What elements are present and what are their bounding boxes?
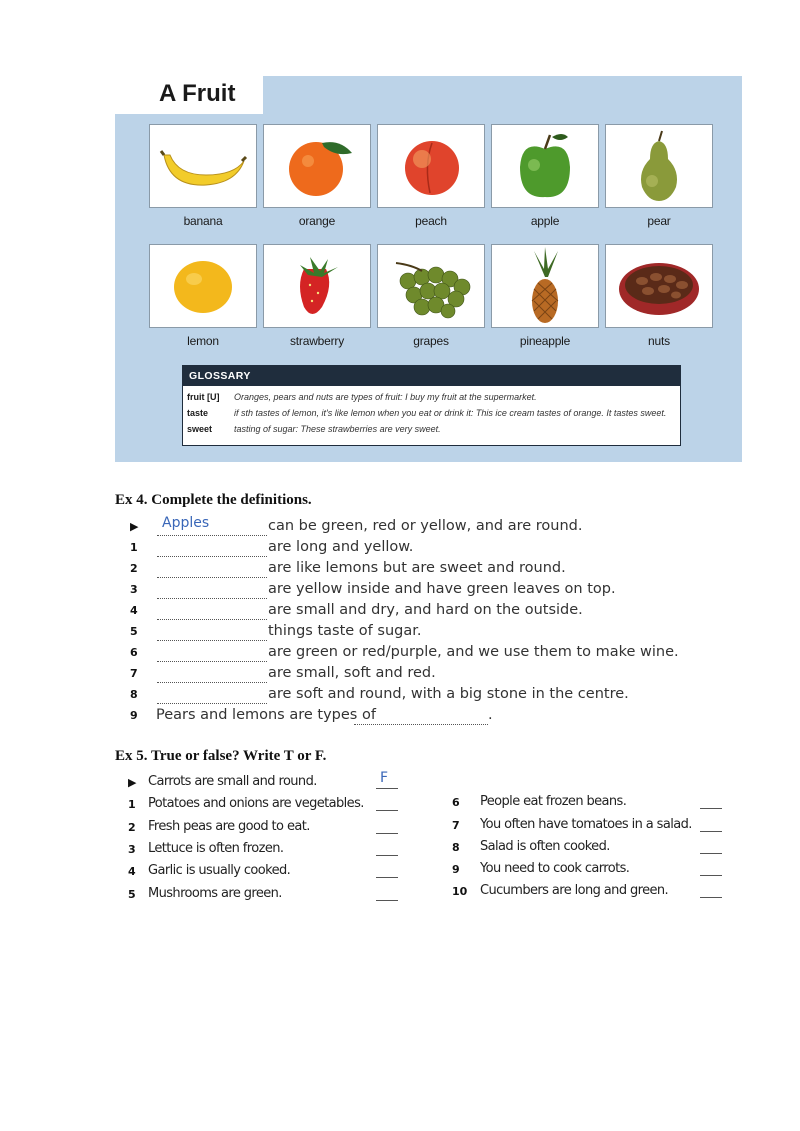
tf-statement: You often have tomatoes in a salad.: [480, 817, 692, 832]
tf-statement: Garlic is usually cooked.: [148, 863, 291, 878]
fruit-label: nuts: [648, 334, 670, 348]
item-number: 4: [128, 865, 136, 878]
fruit-label: pear: [647, 214, 671, 228]
ex5-title: Ex 5. True or false? Write T or F.: [115, 748, 327, 764]
strawberry-icon: [263, 244, 371, 328]
tf-answer-line[interactable]: [376, 833, 398, 834]
tf-answer-line[interactable]: [700, 897, 722, 898]
item-number: 6: [452, 796, 460, 809]
item-number: 8: [452, 841, 460, 854]
item-number: 1: [128, 798, 136, 811]
tf-item: [452, 794, 724, 814]
item-number: 10: [452, 885, 468, 898]
apple-icon: [491, 124, 599, 208]
fruit-card-orange: [263, 124, 371, 228]
tf-item: [128, 841, 408, 861]
fruit-vocabulary-panel: [115, 76, 742, 462]
tf-statement: People eat frozen beans.: [480, 794, 627, 809]
answer-blank[interactable]: [157, 665, 267, 683]
answer-blank[interactable]: [157, 686, 267, 704]
example-answer: Apples: [162, 515, 210, 531]
fruit-label: peach: [415, 214, 447, 228]
sentence-end: .: [488, 707, 493, 723]
fruit-label: orange: [298, 214, 336, 228]
definition-text: are like lemons but are sweet and round.: [268, 560, 566, 576]
item-number: 7: [452, 819, 460, 832]
tf-answer-line[interactable]: [700, 808, 722, 809]
definition-text: are green or red/purple, and we use them to make wine.: [268, 644, 679, 660]
fruit-label: pineapple: [519, 334, 571, 348]
tf-answer-line[interactable]: [700, 875, 722, 876]
tf-statement: Mushrooms are green.: [148, 886, 282, 901]
tf-item: [452, 839, 724, 859]
glossary-row: [183, 405, 680, 421]
answer-blank[interactable]: [157, 539, 267, 557]
definition-text: are small, soft and red.: [268, 665, 436, 681]
fruit-card-banana: [149, 124, 257, 228]
item-number: 7: [130, 667, 138, 680]
definition-text: are soft and round, with a big stone in the centre.: [268, 686, 629, 702]
item-number: 5: [130, 625, 138, 638]
item-number: 4: [130, 604, 138, 617]
glossary-box: [182, 365, 681, 446]
tf-answer-line[interactable]: [376, 788, 398, 789]
glossary-definition: if sth tastes of lemon, it's like lemon when you eat or drink it: This ice cream tastes of orange. It tastes sweet.: [234, 408, 667, 418]
peach-icon: [377, 124, 485, 208]
tf-statement: Potatoes and onions are vegetables.: [148, 796, 364, 811]
lemon-icon: [149, 244, 257, 328]
tf-statement: Salad is often cooked.: [480, 839, 610, 854]
glossary-row: [183, 421, 680, 437]
panel-title-box: [115, 76, 263, 114]
tf-item: [452, 817, 724, 837]
item-number: 1: [130, 541, 138, 554]
item-number: 9: [130, 709, 138, 722]
tf-answer-line[interactable]: [700, 831, 722, 832]
fruit-label: lemon: [187, 334, 219, 348]
tf-item: [452, 883, 724, 903]
glossary-heading: GLOSSARY: [183, 366, 680, 386]
item-number: 5: [128, 888, 136, 901]
item-number: 6: [130, 646, 138, 659]
answer-blank[interactable]: [157, 581, 267, 599]
tf-answer-line[interactable]: [376, 810, 398, 811]
tf-statement: You need to cook carrots.: [480, 861, 630, 876]
item-number: 3: [128, 843, 136, 856]
nuts-icon: [605, 244, 713, 328]
fruit-label: grapes: [413, 334, 449, 348]
pear-icon: [605, 124, 713, 208]
tf-item: [128, 863, 408, 883]
tf-statement: Cucumbers are long and green.: [480, 883, 669, 898]
definition-text: are small and dry, and hard on the outside.: [268, 602, 583, 618]
answer-blank[interactable]: [157, 623, 267, 641]
tf-answer-line[interactable]: [700, 853, 722, 854]
fruit-card-peach: [377, 124, 485, 228]
definition-text: things taste of sugar.: [268, 623, 422, 639]
tf-item: [128, 770, 408, 794]
tf-item: [128, 819, 408, 839]
glossary-definition: Oranges, pears and nuts are types of fruit: I buy my fruit at the supermarket.: [234, 392, 537, 402]
item-number: 8: [130, 688, 138, 701]
fruit-card-nuts: [605, 244, 713, 348]
fruit-label: apple: [530, 214, 560, 228]
tf-statement: Carrots are small and round.: [148, 774, 317, 789]
tf-answer-line[interactable]: [376, 877, 398, 878]
glossary-term: taste: [187, 408, 209, 418]
item-number: 2: [128, 821, 136, 834]
glossary-row: [183, 389, 680, 405]
item-number: 9: [452, 863, 460, 876]
fruit-label: banana: [183, 214, 223, 228]
ex4-title: Ex 4. Complete the definitions.: [115, 492, 312, 508]
fruit-card-pear: [605, 124, 713, 228]
fruit-card-strawberry: [263, 244, 371, 348]
tf-item: [128, 796, 408, 816]
banana-icon: [149, 124, 257, 208]
glossary-definition: tasting of sugar: These strawberries are very sweet.: [234, 424, 441, 434]
answer-blank[interactable]: [157, 644, 267, 662]
definition-text: are long and yellow.: [268, 539, 414, 555]
orange-icon: [263, 124, 371, 208]
example-arrow: ▶: [128, 776, 137, 789]
tf-answer-line[interactable]: [376, 900, 398, 901]
fruit-card-lemon: [149, 244, 257, 348]
tf-example-answer: F: [380, 770, 389, 786]
panel-title: A Fruit: [159, 80, 236, 107]
answer-blank[interactable]: [157, 560, 267, 578]
definition-text: Pears and lemons are types of: [156, 707, 376, 723]
answer-blank[interactable]: [354, 707, 488, 725]
fruit-label: strawberry: [289, 334, 344, 348]
pineapple-icon: [491, 244, 599, 328]
fruit-card-apple: [491, 124, 599, 228]
tf-item: [128, 886, 408, 906]
tf-statement: Lettuce is often frozen.: [148, 841, 284, 856]
definition-text: can be green, red or yellow, and are round.: [268, 518, 583, 534]
grapes-icon: [377, 244, 485, 328]
glossary-term: sweet: [187, 424, 213, 434]
item-number: 2: [130, 562, 138, 575]
definition-text: are yellow inside and have green leaves on top.: [268, 581, 616, 597]
item-number: 3: [130, 583, 138, 596]
example-arrow: ▶: [130, 520, 139, 533]
tf-answer-line[interactable]: [376, 855, 398, 856]
tf-statement: Fresh peas are good to eat.: [148, 819, 310, 834]
answer-blank[interactable]: [157, 602, 267, 620]
tf-item: [452, 861, 724, 881]
fruit-card-grapes: [377, 244, 485, 348]
fruit-card-pineapple: [491, 244, 599, 348]
glossary-term: fruit [U]: [187, 392, 220, 402]
